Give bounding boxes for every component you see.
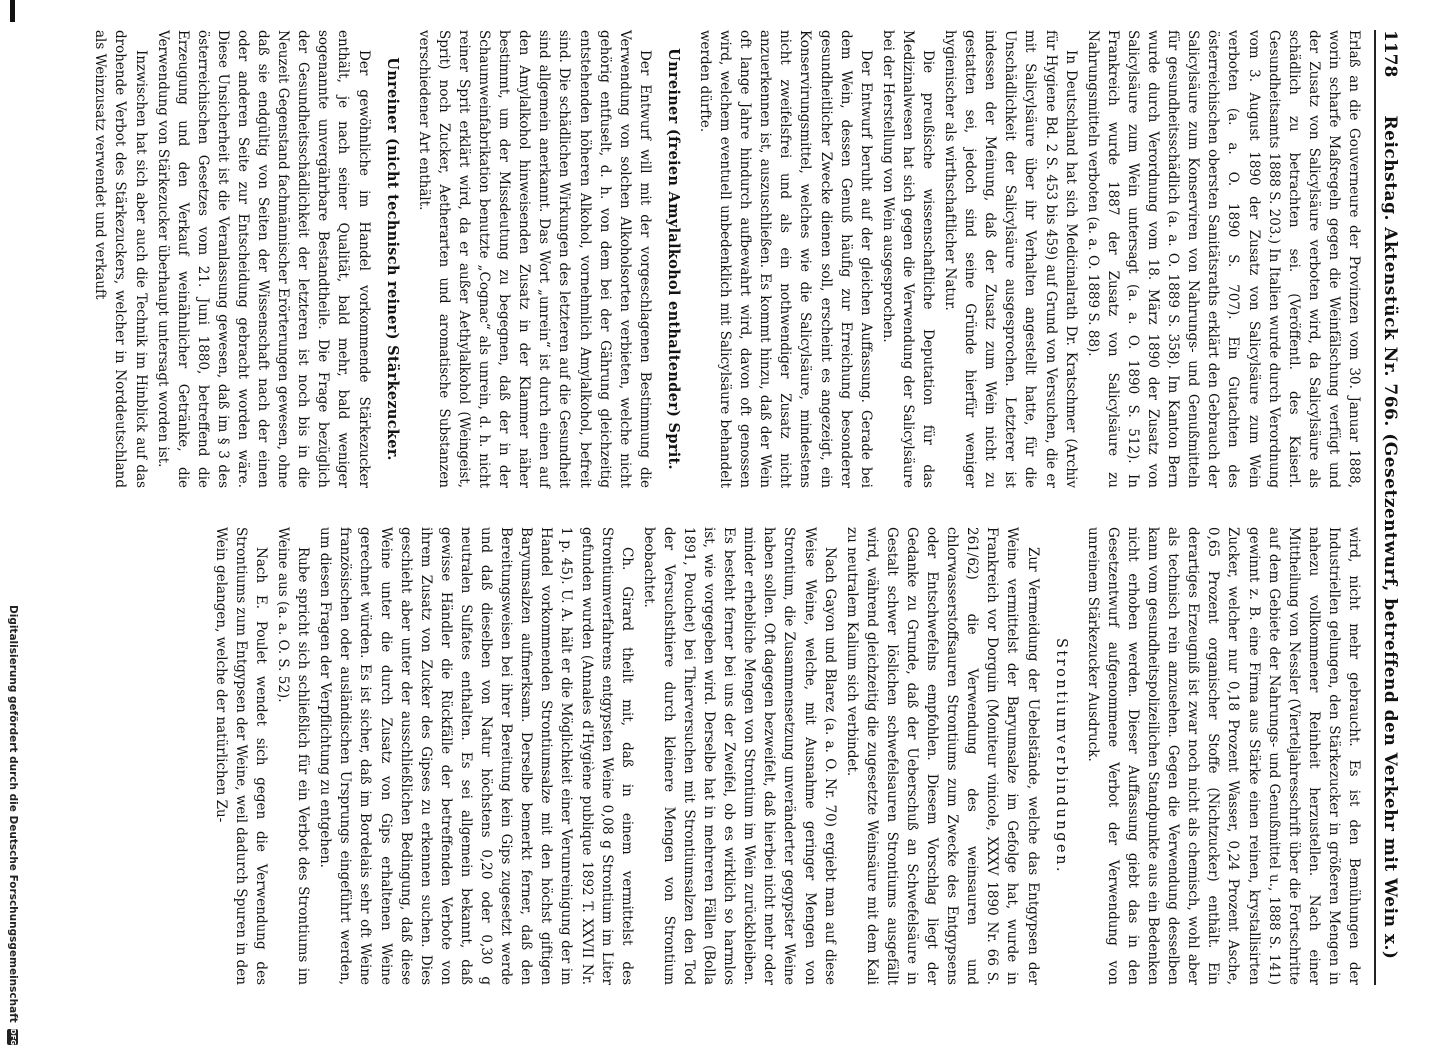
- paragraph: Der Entwurf beruht auf der gleichen Auffassung. Gerade bei dem Wein, dessen Genuß häufig zur Erreichung besonderer gesundheitlicher Zwecke dienen soll, erscheint es angezeigt, ein Konservirungsmittel, welches wie die Salicylsäure, mindestens nicht zweifelsfrei und als ein nothwendiger Zusatz nicht anzuerkennen ist, auszuschließen. Es kommt hinzu, daß der Wein oft lange Jahre hindurch aufbewahrt wird, davon oft genossen wird, welchem eventuell unbedenklich mit Salicylsäure behandelt werden dürfte.: [697, 30, 874, 488]
- paragraph: Nach Gayon und Blarez (a. a. O. Nr. 70) ergiebt man auf diese Weise Weine, welche, mit Ausnahme geringer Mengen von Strontium, die Zusammensetzung unveränderter gegypster Weine haben sollen. Oft dagegen bezweifelt, daß hierbei nicht mehr oder minder erhebliche Mengen von Strontium im Wein zurückbleiben. Es besteht ferner bei uns der Zweifel, ob es wirklich so harmlos ist, wie vorgegeben wird. Derselbe hat in mehreren Fällen (Bolla 1891, Pouchet) bei Thierversuchen mit Strontiumsalzen den Tod der Versuchsthiere durch kleinere Mengen von Strontium beobachtet.: [640, 527, 838, 985]
- right-column: [88, 527, 1364, 985]
- section-heading-strontium: Strontiumverbindungen.: [1052, 637, 1069, 875]
- paragraph: In Deutschland hat sich Medicinalrath Dr. Kratschmer (Archiv für Hygiene Bd. 2 S. 453 bis 459) auf Grund von Versuchen, die er mit Salicylsäure über ihr Verhalten angestellt hatte, für die Unschädlichkeit der Salicylsäure ausgesprochen. Letzterer ist indessen der Meinung, daß der Zusatz zum Wein nicht zu gestatten sei, jedoch sind seine Gründe hierfür weniger hygienischer als wirthschaftlicher Natur.: [942, 30, 1079, 488]
- running-header: [1374, 30, 1416, 985]
- page-number: 1178: [1380, 30, 1401, 78]
- rotated-page: [92, 30, 1416, 985]
- paragraph: Rube spricht sich schließlich für ein Verbot des Strontiums im Weine aus (a. a. O. S. 52).: [275, 527, 312, 985]
- left-column: [88, 30, 1364, 488]
- section-heading-starch: Unreiner (nicht technisch reiner) Stärkezucker.: [383, 57, 401, 461]
- paragraph: Die preußische wissenschaftliche Deputation für das Medizinalwesen hat sich gegen die Verwendung der Salicylsäure bei der Herstellung von Wein ausgesprochen.: [879, 30, 937, 488]
- text-columns: [88, 30, 1364, 985]
- paragraph: Der Entwurf will mit der vorgeschlagenen Bestimmung die Verwendung von solchen Alkoholsorten verbieten, welche nicht gehörig entfuselt, d. h. von dem bei der Gährung gleichzeitig entstehenden höheren Alkohol, vornehmlich Amylalkohol, befreit sind. Die schädlichen Wirkungen des letzteren auf die Gesundheit sind allgemein anerkannt. Das Wort „unrein“ ist durch einen auf den Amylalkohol hinweisenden Zusatz in der Klammer näher bestimmt, um der Missdeutung zu begegnen, daß der in der Schaumweinfabrikation benutzte „Cognac“ als unrein, d. h. nicht reiner Sprit erklärt wird, da er außer Aethylalkohol (Weingeist, Sprit) noch Zucker, Aetherarten und aromatische Substanzen verschiedener Art enthält.: [415, 30, 653, 488]
- paragraph: wird, nicht mehr gebraucht. Es ist den Bemühungen der Industriellen gelungen, den Stärkezucker in größeren Mengen in nahezu vollkommener Reinheit herzustellen. Nach einer Mittheilung von Nessler (Vierteljahresschrift über die Fortschritte auf dem Gebiete der Nahrungs- und Genußmittel u., 1888 S. 141) gewinnt z. B. eine Firma aus Stärke einen reinen, krystallisirten Zucker, welcher nur 0,18 Prozent Wasser, 0,24 Prozent Asche, 0,65 Prozent organischer Stoffe (Nichtzucker) enthält. Ein derartiges Erzeugniß ist zwar noch nicht als chemisch, wohl aber als technisch rein anzusehen. Gegen die Verwendung desselben kann vom gesundheitspolizeilichen Standpunkte aus ein Bedenken nicht erhoben werden. Dieser Auffassung giebt das in den Gesetzentwurf aufgenommene Verbot der Verwendung von unreinem Stärkezucker Ausdruck.: [1084, 527, 1362, 985]
- paragraph: Der gewöhnliche im Handel vorkommende Stärkezucker enthält, je nach seiner Qualität, bald mehr, bald weniger sogenannte unvergährbare Bestandtheile. Die Frage bezüglich der Gesundheitsschädlichkeit der letzteren ist noch bis in die Neuzeit Gegenstand fachmännischer Erörterungen gewesen, ohne daß sie endgültig von Seiten der Wissenschaft nach der einen oder anderen Seite zur Entscheidung gebracht worden wäre. Diese Unsicherheit ist die Veranlassung gewesen, daß im § 3 des österreichischen Gesetzes vom 21. Juni 1880, betreffend die Erzeugung und den Verkauf weinähnlicher Getränke, die Verwendung von Stärkezucker überhaupt untersagt worden ist.: [154, 30, 372, 488]
- paragraph: Ch. Girard theilt mit, daß in einem vermittelst des Strontiumverfahrens entgypsten Weine 0,08 g Strontium im Liter gefunden wurden (Annales d'Hygiène publique 1892 T. XXVII Nr. 1 p. 45). U. A. hält er die Möglichkeit einer Verunreinigung der im Handel vorkommenden Strontiumsalze mit den höchst giftigen Baryumsalzen aufmerksam. Derselbe bemerkt ferner, daß den Bereitungsweisen bei ihrer Bereitung kein Gips zugesetzt werde und daß dieselben von Natur höchstens 0,20 oder 0,30 g neutralen Sulfates enthalten. Es sei allgemein bekannt, daß gewisse Händler die Rückfälle der betreffenden Verbote von ihrem Zusatz von Zucker des Gipses zu erkennen suchen. Dies geschieht aber unter der ausschließlichen Bedingung, daß diese Weine unter die durch Zusatz von Gips erhaltenen Weine gerechnet würden. Es ist sicher, daß im Bordelais sehr oft Weine französischen oder ausländischen Ursprungs eingeführt werden, um diesen Fragen der Verpflichtung zu entgehen.: [317, 527, 635, 985]
- dfg-logo-icon: DFG: [9, 1028, 17, 1045]
- scan-edge-bar: [10, 0, 15, 22]
- paragraph: Zur Vermeidung der Uebelstände, welche das Entgypsen der Weine vermittelst der Baryumsalze im Gefolge hat, wurde in Frankreich vor Dorguin (Moniteur vinicole, XXXV 1890 Nr. 66 S. 261/62) die Verwendung des weinsauren und chlorwasserstoffsauren Strontiums zum Zwecke des Entgypsens oder Entschwefelns empfohlen. Diesem Vorschlag liegt der Gedanke zu Grunde, daß der Ueberschuß an Schwefelsäure in Gestalt schwer löslichen schwefelsauren Strontiums ausgefällt wird, während gleichzeitig die zugesetzte Weinsäure mit dem Kali zu neutralem Kalium sich verbindet.: [843, 527, 1041, 985]
- paragraph: Erlaß an die Gouverneure der Provinzen vom 30. Januar 1888, worin scharfe Maßregeln gegen die Weinfälschung verfügt und der Zusatz von Salicylsäure verboten wird, da Salicylsäure als schädlich zu betrachten sei. (Veröffentl. des Kaiserl. Gesundheitsamts 1888 S. 203.) In Italien wurde durch Verordnung vom 3. August 1890 der Zusatz von Salicylsäure zum Wein verboten (a. a. O. 1890 S. 707). Ein Gutachten des österreichischen obersten Sanitätsraths erklärt den Gebrauch der Salicylsäure zum Konserviren von Nahrungs- und Genußmitteln für gesundheitsschädlich (a. a. O. 1889 S. 358). Im Kanton Bern wurde durch Verordnung vom 18. März 1890 der Zusatz von Salicylsäure zum Wein untersagt (a. a. O. 1890 S. 512). In Frankreich wurde 1887 der Zusatz von Salicylsäure zu Nahrungsmitteln verboten (a. a. O. 1889 S. 88).: [1084, 30, 1362, 488]
- section-heading-spirit: Unreiner (freien Amylalkohol enthaltender) Sprit.: [664, 48, 682, 470]
- credit-text: Digitalisierung gefördert durch die Deutsche Forschungsgemeinschaft: [7, 605, 19, 1023]
- paragraph: Inzwischen hat sich aber auch die Technik im Hinblick auf das drohende Verbot des Stärkezuckers, welcher in Norddeutschland als Weinzusatz verwendet und verkauft: [92, 30, 149, 488]
- digitization-credit: [4, 605, 22, 1045]
- page-title: Reichstag. Aktenstück Nr. 766. (Gesetzentwurf, betreffend den Verkehr mit Wein x.): [1380, 115, 1401, 960]
- paragraph: Nach E. Poulet wendet sich gegen die Verwendung des Strontiums zum Entgypsen der Weine, weil dadurch Spuren in den Wein gelangen, welche der natürlichen Zu-: [212, 527, 270, 985]
